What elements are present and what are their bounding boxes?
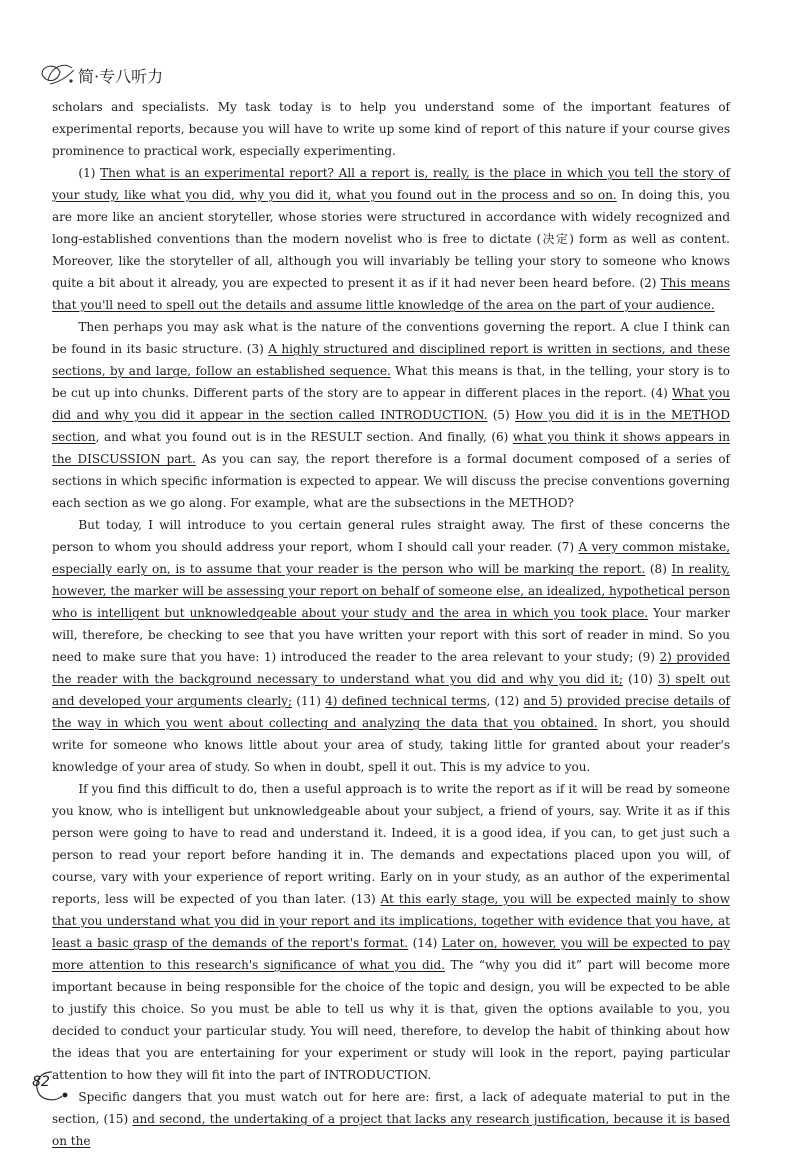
underlined-answer-text: At this early stage, you will be expected mainly to show that you understand what you did in your report and its implications, together with evidence that you have, at least a basic grasp of the demands of the report's format.: [52, 892, 730, 950]
underlined-answer-text: Later on, however, you will be expected to pay more attention to this research's significance of what you did.: [52, 936, 730, 972]
underlined-answer-text: A very common mistake, especially early on, is to assume that your reader is the person who will be marking the report.: [52, 540, 731, 576]
underlined-answer-text: In reality, however, the marker will be assessing your report on behalf of someone else, an idealized, hypothetical person who is intelligent but unknowledgeable about your study and the area in which you took place.: [52, 562, 730, 620]
text-run: In doing this, you are more like an ancient storyteller, whose stories were structured in accordance with widely recognized and long-established conventions than the modern novelist who is free to dictate (决定) form as well as content. Moreover, like the storyteller of all, although you will invariably be telling your story to someone who knows quite a bit about it already, you are expected to present it as if it had never been heard before. (2): [52, 188, 730, 290]
paragraph: [52, 514, 730, 778]
underlined-answer-text: and 5) provided precise details of the way in which you went about collecting and analyzing the data that you obtained.: [52, 694, 730, 730]
underlined-answer-text: what you think it shows appears in the DISCUSSION part.: [52, 430, 731, 466]
body-text: [52, 96, 730, 1152]
underlined-answer-text: What you did and why you did it appear in the section called INTRODUCTION.: [52, 386, 730, 422]
text-run: (10): [622, 672, 658, 686]
book-series-logo-icon: [38, 60, 78, 88]
underlined-answer-text: 4) defined technical terms: [325, 694, 487, 708]
text-run: (11): [292, 694, 326, 708]
series-name: 专八听力: [99, 67, 164, 86]
paragraph: [52, 778, 730, 1086]
text-run: , and what you found out is in the RESULT section. And finally, (6): [95, 430, 513, 444]
header-separator: ·: [94, 67, 100, 86]
text-run: Then perhaps you may ask what is the nature of the conventions governing the report. A clue I think can be found in its basic structure. (3): [52, 320, 730, 356]
text-run: In short, you should write for someone who knows little about your area of study, taking little for granted about your reader's knowledge of your area of study. So when in doubt, spell it out. This is my advice to you.: [52, 716, 730, 774]
paragraph: [52, 96, 730, 162]
text-run: The “why you did it” part will become more important because in being responsible for the choice of the topic and design, you will be expected to be able to justify this choice. So you must be able to tell us why it is that, given the options available to you, you decided to conduct your particular study. You will need, therefore, to develop the habit of thinking about how the ideas that you are entertaining for your experiment or study will look in the report, paying particular attention to how they will fit into the part of INTRODUCTION.: [52, 958, 730, 1082]
paragraph: [52, 162, 730, 316]
underlined-answer-text: 3) spelt out and developed your arguments clearly;: [52, 672, 730, 708]
page-number: 82: [32, 1074, 50, 1090]
text-run: But today, I will introduce to you certain general rules straight away. The first of these concerns the person to whom you should address your report, whom I should call your reader. (7): [52, 518, 730, 554]
underlined-answer-text: A highly structured and disciplined report is written in sections, and these sections, by and large, follow an established sequence.: [52, 342, 730, 378]
series-logo-char: 简: [78, 67, 95, 86]
text-run: scholars and specialists. My task today is to help you understand some of the important features of experimental reports, because you will have to write up some kind of report of this nature if your course gives prominence to practical work, especially experimenting.: [52, 100, 730, 158]
text-run: If you find this difficult to do, then a useful approach is to write the report as if it will be read by someone you know, who is intelligent but unknowledgeable about your subject, a friend of yours, say. Write it as if this person were going to have to read and understand it. Indeed, it is a good idea, if you can, to get just such a person to read your report before handing it in. The demands and expectations placed upon you will, of course, vary with your experience of report writing. Early on in your study, as an author of the experimental reports, less will be expected of you than later. (13): [52, 782, 730, 906]
text-run: (5): [487, 408, 516, 422]
underlined-answer-text: 2) provided the reader with the background necessary to understand what you did and why you did it;: [52, 650, 730, 686]
underlined-answer-text: This means that you'll need to spell out the details and assume little knowledge of the area on the part of your audience.: [52, 276, 730, 312]
underlined-answer-text: and second, the undertaking of a project that lacks any research justification, because it is based on the: [52, 1112, 731, 1148]
text-run: (14): [408, 936, 442, 950]
underlined-answer-text: Then what is an experimental report? All a report is, really, is the place in which you tell the story of your study, like what you did, why you did it, what you found out in the process and so on.: [52, 166, 731, 202]
text-run: As you can say, the report therefore is a formal document composed of a series of sections in which specific information is expected to appear. We will discuss the precise conventions governing each section as we go along. For example, what are the subsections in the METHOD?: [52, 452, 730, 510]
underlined-answer-text: How you did it is in the METHOD section: [52, 408, 731, 444]
header-title: [78, 64, 163, 87]
text-run: (1): [78, 166, 101, 180]
text-run: Specific dangers that you must watch out for here are: first, a lack of adequate material to put in the section, (15): [52, 1090, 730, 1126]
text-run: (8): [645, 562, 672, 576]
paragraph: [52, 316, 730, 514]
text-run: Your marker will, therefore, be checking to see that you have written your report with this sort of reader in mind. So you need to make sure that you have: 1) introduced the reader to the area relevant to your study; (9): [52, 606, 730, 664]
text-run: What this means is that, in the telling, your story is to be cut up into chunks. Different parts of the story are to appear in different places in the report. (4): [52, 364, 730, 400]
paragraph: [52, 1086, 730, 1152]
text-run: , (12): [486, 694, 524, 708]
